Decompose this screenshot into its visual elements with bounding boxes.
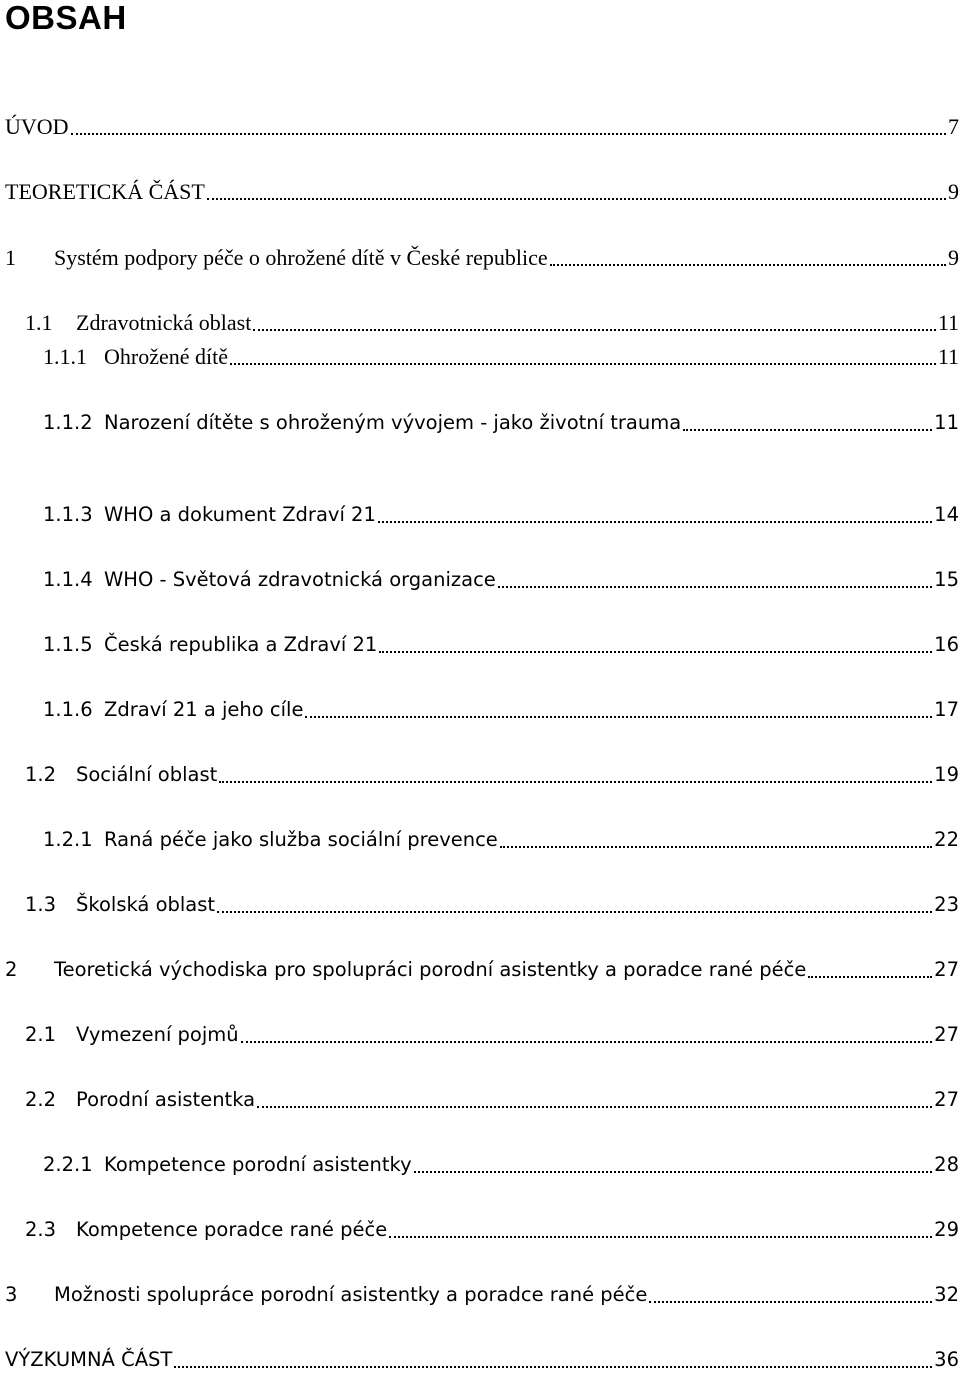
toc-entry-page-number: 28 xyxy=(934,1153,959,1176)
toc-entry[interactable] xyxy=(25,1020,959,1050)
toc-entry-title: ÚVOD xyxy=(5,114,69,139)
toc-entry[interactable] xyxy=(5,1345,959,1375)
dot-leader xyxy=(207,198,946,200)
toc-entry[interactable] xyxy=(25,1215,959,1245)
toc-entry-title: Školská oblast xyxy=(76,893,216,916)
toc-entry-title: WHO a dokument Zdraví 21 xyxy=(104,503,376,526)
toc-entry-number: 1.1.5 xyxy=(43,633,93,656)
dot-leader xyxy=(305,716,932,718)
toc-entry-title: Zdravotnická oblast xyxy=(76,310,252,335)
toc-entry-title: TEORETICKÁ ČÁST xyxy=(5,179,205,204)
toc-entry[interactable] xyxy=(43,695,959,725)
toc-entry-page-number: 14 xyxy=(934,503,959,526)
toc-entry-number: 2.2.1 xyxy=(43,1153,93,1176)
toc-entry-number: 2.3 xyxy=(25,1218,57,1241)
toc-entry-page-number: 22 xyxy=(934,828,959,851)
dot-leader xyxy=(217,911,932,913)
toc-entry[interactable] xyxy=(43,630,959,660)
page-title: OBSAH xyxy=(5,0,127,36)
toc-entry[interactable] xyxy=(43,408,959,438)
toc-entry-number: 1 xyxy=(5,245,16,270)
toc-entry-title: Zdraví 21 a jeho cíle xyxy=(104,698,304,721)
toc-entry-page-number: 27 xyxy=(934,958,959,981)
toc-entry-number: 3 xyxy=(5,1283,18,1306)
toc-entry-title: Ohrožené dítě xyxy=(104,344,228,369)
toc-entry-number: 2 xyxy=(5,958,18,981)
dot-leader xyxy=(498,586,932,588)
toc-entry-number: 1.1.2 xyxy=(43,411,93,434)
dot-leader xyxy=(500,846,932,848)
dot-leader xyxy=(241,1041,933,1043)
toc-entry-page-number: 19 xyxy=(934,763,959,786)
dot-leader xyxy=(257,1106,932,1108)
toc-entry-title: Česká republika a Zdraví 21 xyxy=(104,633,378,656)
toc-entry-page-number: 16 xyxy=(934,633,959,656)
toc-entry-title: VÝZKUMNÁ ČÁST xyxy=(5,1348,173,1371)
dot-leader xyxy=(378,521,932,523)
toc-entry-title: Vymezení pojmů xyxy=(76,1023,239,1046)
toc-entry-page-number: 11 xyxy=(937,344,959,369)
toc-entry-title: Systém podpory péče o ohrožené dítě v České republice xyxy=(54,245,548,270)
toc-entry-number: 1.1.4 xyxy=(43,568,93,591)
toc-entry[interactable] xyxy=(25,1085,959,1115)
dot-leader xyxy=(174,1366,932,1368)
toc-entry-title: Kompetence porodní asistentky xyxy=(104,1153,412,1176)
toc-entry-number: 2.2 xyxy=(25,1088,57,1111)
toc-entry-page-number: 36 xyxy=(934,1348,959,1371)
toc-entry-title: Možnosti spolupráce porodní asistentky a poradce rané péče xyxy=(54,1283,648,1306)
dot-leader xyxy=(71,133,946,135)
toc-entry-number: 1.2.1 xyxy=(43,828,93,851)
toc-entry-title: WHO - Světová zdravotnická organizace xyxy=(104,568,496,591)
toc-entry-page-number: 23 xyxy=(934,893,959,916)
toc-entry-number: 1.2 xyxy=(25,763,57,786)
toc-entry[interactable] xyxy=(43,825,959,855)
toc-entry[interactable] xyxy=(25,890,959,920)
toc-entry-title: Porodní asistentka xyxy=(76,1088,256,1111)
toc-entry-number: 1.1.3 xyxy=(43,503,93,526)
toc-entry-number: 1.1.1 xyxy=(43,344,87,369)
dot-leader xyxy=(808,976,932,978)
toc-entry-title: Narození dítěte s ohroženým vývojem - jako životní trauma xyxy=(104,411,682,434)
toc-entry[interactable] xyxy=(5,112,959,142)
dot-leader xyxy=(253,329,935,331)
toc-entry-title: Kompetence poradce rané péče xyxy=(76,1218,388,1241)
toc-entry-page-number: 9 xyxy=(948,245,959,270)
toc-entry[interactable] xyxy=(43,500,959,530)
dot-leader xyxy=(683,429,932,431)
toc-entry[interactable] xyxy=(25,308,959,338)
dot-leader xyxy=(550,264,946,266)
toc-entry-title: Sociální oblast xyxy=(76,763,218,786)
toc-entry[interactable] xyxy=(5,243,959,273)
toc-entry-number: 1.3 xyxy=(25,893,57,916)
toc-entry-page-number: 32 xyxy=(934,1283,959,1306)
toc-entry-number: 2.1 xyxy=(25,1023,57,1046)
toc-entry-page-number: 11 xyxy=(937,310,959,335)
toc-entry-page-number: 17 xyxy=(934,698,959,721)
dot-leader xyxy=(414,1171,932,1173)
dot-leader xyxy=(379,651,932,653)
toc-entry-title: Teoretická východiska pro spolupráci porodní asistentky a poradce rané péče xyxy=(54,958,807,981)
toc-entry[interactable] xyxy=(43,342,959,372)
toc-entry-page-number: 11 xyxy=(934,411,959,434)
dot-leader xyxy=(230,363,936,365)
toc-entry-page-number: 7 xyxy=(948,114,959,139)
dot-leader xyxy=(649,1301,932,1303)
toc-entry[interactable] xyxy=(25,760,959,790)
toc-entry[interactable] xyxy=(43,565,959,595)
toc-entry[interactable] xyxy=(43,1150,959,1180)
toc-entry-page-number: 27 xyxy=(934,1023,959,1046)
dot-leader xyxy=(219,781,932,783)
toc-entry-page-number: 15 xyxy=(934,568,959,591)
toc-entry[interactable] xyxy=(5,177,959,207)
toc-entry[interactable] xyxy=(5,955,959,985)
toc-entry-page-number: 9 xyxy=(948,179,959,204)
toc-entry-number: 1.1.6 xyxy=(43,698,93,721)
toc-entry[interactable] xyxy=(5,1280,959,1310)
toc-entry-page-number: 29 xyxy=(934,1218,959,1241)
toc-entry-number: 1.1 xyxy=(25,310,53,335)
dot-leader xyxy=(389,1236,932,1238)
toc-entry-title: Raná péče jako služba sociální prevence xyxy=(104,828,498,851)
toc-entry-page-number: 27 xyxy=(934,1088,959,1111)
